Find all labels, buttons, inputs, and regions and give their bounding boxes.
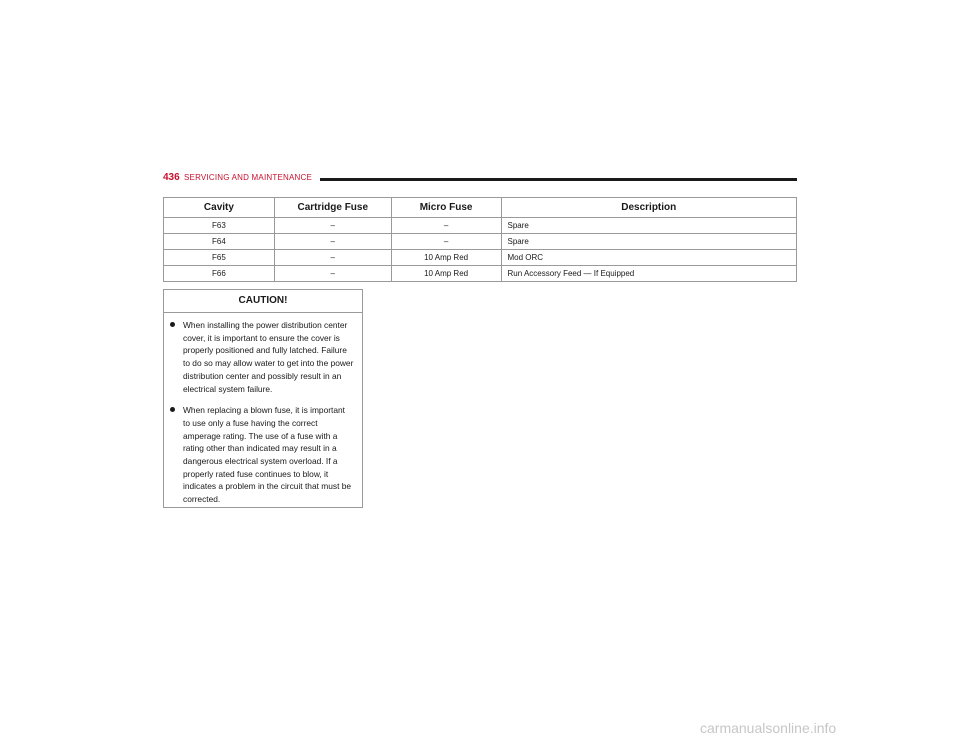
cell-cavity: F64 <box>164 234 275 250</box>
caution-box <box>163 289 363 508</box>
fuse-table <box>163 197 797 282</box>
cell-micro-fuse: – <box>391 218 501 234</box>
bullet-icon <box>170 407 175 412</box>
cell-cartridge-fuse: – <box>274 218 391 234</box>
cell-description: Spare <box>501 234 796 250</box>
cell-cavity: F63 <box>164 218 275 234</box>
cell-micro-fuse: – <box>391 234 501 250</box>
page-header <box>163 172 797 186</box>
table-row <box>164 266 797 282</box>
caution-item-text: When installing the power distribution center cover, it is important to ensure the cover is properly positioned and fully latched. Failure to do so may allow water to get into the power distribution center and possibly result in an electrical system failure. <box>183 320 354 394</box>
cell-cavity: F66 <box>164 266 275 282</box>
caution-item <box>170 404 354 506</box>
cell-description: Spare <box>501 218 796 234</box>
table-row <box>164 250 797 266</box>
header-description: Description <box>501 198 796 218</box>
cell-micro-fuse: 10 Amp Red <box>391 250 501 266</box>
table-row <box>164 234 797 250</box>
section-title: SERVICING AND MAINTENANCE <box>184 173 312 182</box>
watermark[interactable]: carmanualsonline.info <box>700 720 837 736</box>
caution-item <box>170 319 354 395</box>
header-cartridge-fuse: Cartridge Fuse <box>274 198 391 218</box>
cell-cartridge-fuse: – <box>274 250 391 266</box>
page-number: 436 <box>163 172 180 183</box>
bullet-icon <box>170 322 175 327</box>
header-micro-fuse: Micro Fuse <box>391 198 501 218</box>
cell-cavity: F65 <box>164 250 275 266</box>
cell-description: Run Accessory Feed — If Equipped <box>501 266 796 282</box>
caution-list <box>164 313 362 506</box>
header-cavity: Cavity <box>164 198 275 218</box>
table-header-row <box>164 198 797 218</box>
header-rule <box>320 178 797 181</box>
cell-cartridge-fuse: – <box>274 234 391 250</box>
caution-title: CAUTION! <box>164 290 362 313</box>
caution-item-text: When replacing a blown fuse, it is important to use only a fuse having the correct amperage rating. The use of a fuse with a rating other than indicated may result in a dangerous electrical system overload. If a properly rated fuse continues to blow, it indicates a problem in the circuit that must be corrected. <box>183 405 352 505</box>
cell-cartridge-fuse: – <box>274 266 391 282</box>
cell-micro-fuse: 10 Amp Red <box>391 266 501 282</box>
table-row <box>164 218 797 234</box>
cell-description: Mod ORC <box>501 250 796 266</box>
